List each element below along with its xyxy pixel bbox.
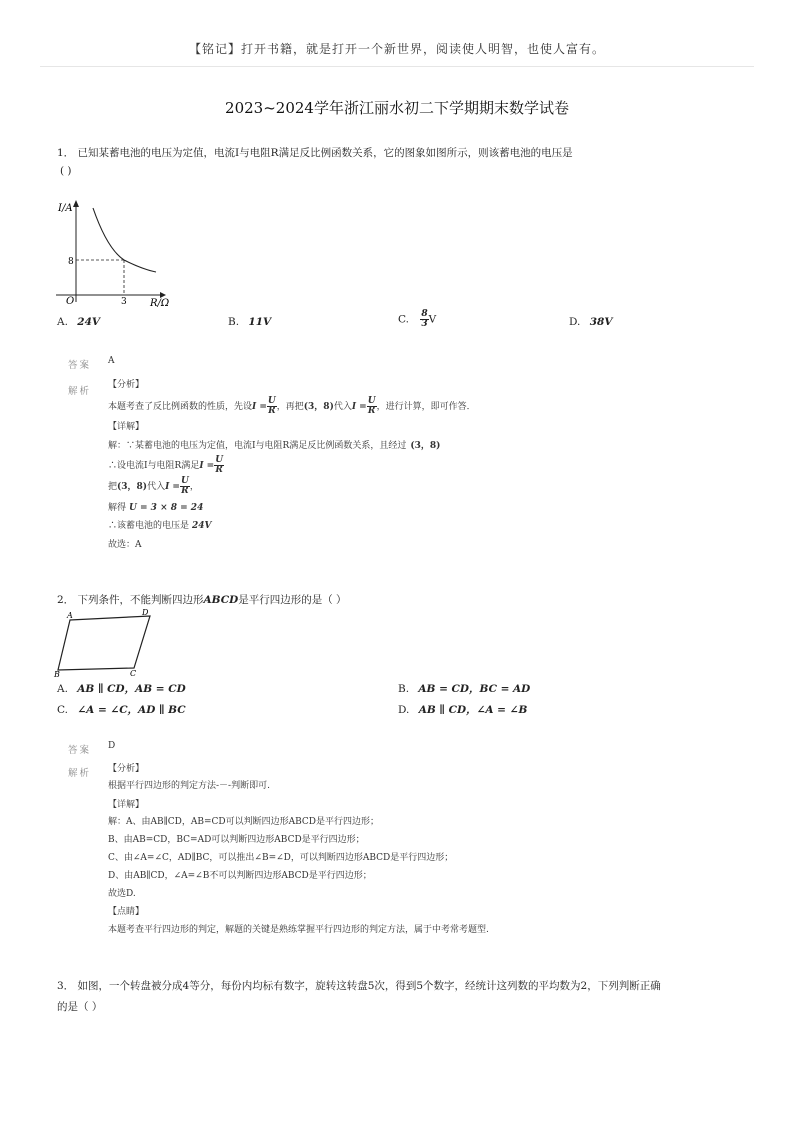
q1-stem: 1． 已知某蓄电池的电压为定值，电流I与电阻R满足反比例函数关系，它的图象如图所示，则该蓄电池的电压是 — [57, 147, 573, 159]
page-title: 2023~2024学年浙江丽水初二下学期期末数学试卷 — [225, 99, 569, 117]
q1-x-axis-label: R/Ω — [150, 298, 170, 309]
q2-vertex-c: C — [130, 669, 137, 678]
q2-sol-line4: 解：A、由AB∥CD，AB=CD可以判断四边形ABCD是平行四边形； — [108, 817, 380, 827]
header-motto: 【铭记】打开书籍，就是打开一个新世界，阅读使人明智，也使人富有。 — [188, 42, 605, 56]
q1-sol-line5: 解得 U = 3 × 8 = 24 — [108, 503, 204, 513]
q1-answer-label: 答案 — [68, 360, 92, 371]
q2-sol-line9: 【点睛】 — [108, 907, 145, 917]
q1-x-tick: 3 — [121, 297, 127, 307]
q1-sol-fenxi: 【分析】 — [108, 380, 145, 390]
q2-sol-line8: 故选D. — [108, 889, 136, 899]
q1-option-b[interactable] — [228, 316, 271, 328]
q2-vertex-d: D — [142, 608, 149, 617]
q1-option-b-value: 11V — [248, 316, 272, 328]
header-divider — [40, 66, 754, 67]
q2-vertex-b: B — [54, 670, 60, 678]
q1-option-c-fraction: $\frac{8}{3}$ — [421, 309, 428, 329]
q2-sol-line1: 【分析】 — [108, 764, 145, 774]
q1-analysis-label: 解析 — [68, 386, 92, 397]
q1-y-tick: 8 — [68, 257, 74, 267]
q1-option-b-key: B. — [228, 316, 240, 328]
q2-option-a[interactable] — [57, 681, 186, 696]
q2-sol-line6: C、由∠A=∠C，AD∥BC，可以推出∠B=∠D，可以判断四边形ABCD是平行四边形； — [108, 853, 454, 863]
q2-answer-value: D — [108, 741, 116, 751]
q1-option-d[interactable] — [569, 316, 613, 328]
q1-option-c-unit: V — [428, 313, 437, 326]
q2-option-a-value: AB ∥ CD，AB = CD — [77, 683, 186, 695]
q2-option-d-value: AB ∥ CD，∠A = ∠B — [418, 704, 528, 716]
q1-option-a-value: 24V — [77, 316, 101, 328]
q1-blank: ( ) — [60, 165, 72, 177]
q2-vertex-a: A — [67, 611, 73, 620]
q1-option-d-key: D. — [569, 316, 581, 328]
q1-answer-value: A — [108, 356, 115, 366]
q2-stem: 2． 下列条件，不能判断四边形ABCD是平行四边形的是（ ） — [57, 594, 347, 606]
q3-stem-line1: 3． 如图，一个转盘被分成4等分，每份内均标有数字，旋转这转盘5次，得到5个数字，经统计这列数的平均数为2，下列判断正确 — [57, 980, 661, 992]
q2-option-c-key: C. — [57, 704, 68, 716]
q1-y-axis-label: I/A — [58, 203, 73, 214]
q2-analysis-label: 解析 — [68, 768, 92, 779]
q2-option-b-value: AB = CD，BC = AD — [418, 683, 531, 695]
q1-inverse-graph — [48, 198, 178, 310]
q1-sol-line4: 把(3，8)代入I = $\frac{U}{R}$ ， — [108, 476, 199, 496]
q2-option-d[interactable] — [398, 702, 527, 717]
q1-option-a[interactable] — [57, 316, 100, 328]
q1-option-d-value: 38V — [589, 316, 613, 328]
q1-sol-line3: ∴设电流I与电阻R满足I = $\frac{U}{R}$ — [108, 455, 224, 475]
q2-parallelogram-figure — [52, 606, 162, 678]
q2-option-b-key: B. — [398, 683, 410, 695]
q2-option-c-value: ∠A = ∠C，AD ∥ BC — [77, 704, 186, 716]
q2-answer-label: 答案 — [68, 745, 92, 756]
q2-sol-line5: B、由AB=CD，BC=AD可以判断四边形ABCD是平行四边形； — [108, 835, 365, 845]
q2-option-d-key: D. — [398, 704, 410, 716]
q1-option-a-key: A. — [57, 316, 68, 328]
q2-sol-line2: 根据平行四边形的判定方法-－-判断即可. — [108, 781, 270, 791]
q2-sol-line3: 【详解】 — [108, 800, 145, 810]
q1-origin-label: O — [66, 296, 75, 307]
q2-sol-line7: D、由AB∥CD，∠A=∠B不可以判断四边形ABCD是平行四边形； — [108, 871, 372, 881]
q2-option-c[interactable] — [57, 702, 186, 717]
q1-sol-line1: 本题考查了反比例函数的性质，先设I = $\frac{U}{R}$ ，再把(3，8)代入I = $\frac{U}{R}$ ，进行计算，即可作答． — [108, 396, 476, 416]
q1-option-c-key: C. — [398, 313, 409, 326]
q1-option-c[interactable] — [398, 310, 436, 329]
q2-option-a-key: A. — [57, 683, 68, 695]
q2-sol-line10: 本题考查平行四边形的判定，解题的关键是熟练掌握平行四边形的判定方法，属于中考常考题型. — [108, 925, 489, 935]
q2-option-b[interactable] — [398, 681, 530, 696]
q1-sol-line7: 故选：A — [108, 540, 142, 550]
q3-stem-line2: 的是（ ） — [57, 1001, 103, 1013]
q1-sol-line2: 解：∵某蓄电池的电压为定值，电流I与电阻R满足反比例函数关系，且经过 (3，8) — [108, 441, 441, 451]
q1-sol-xiangjie: 【详解】 — [108, 422, 145, 432]
q1-sol-line6: ∴该蓄电池的电压是 24V — [108, 521, 212, 531]
